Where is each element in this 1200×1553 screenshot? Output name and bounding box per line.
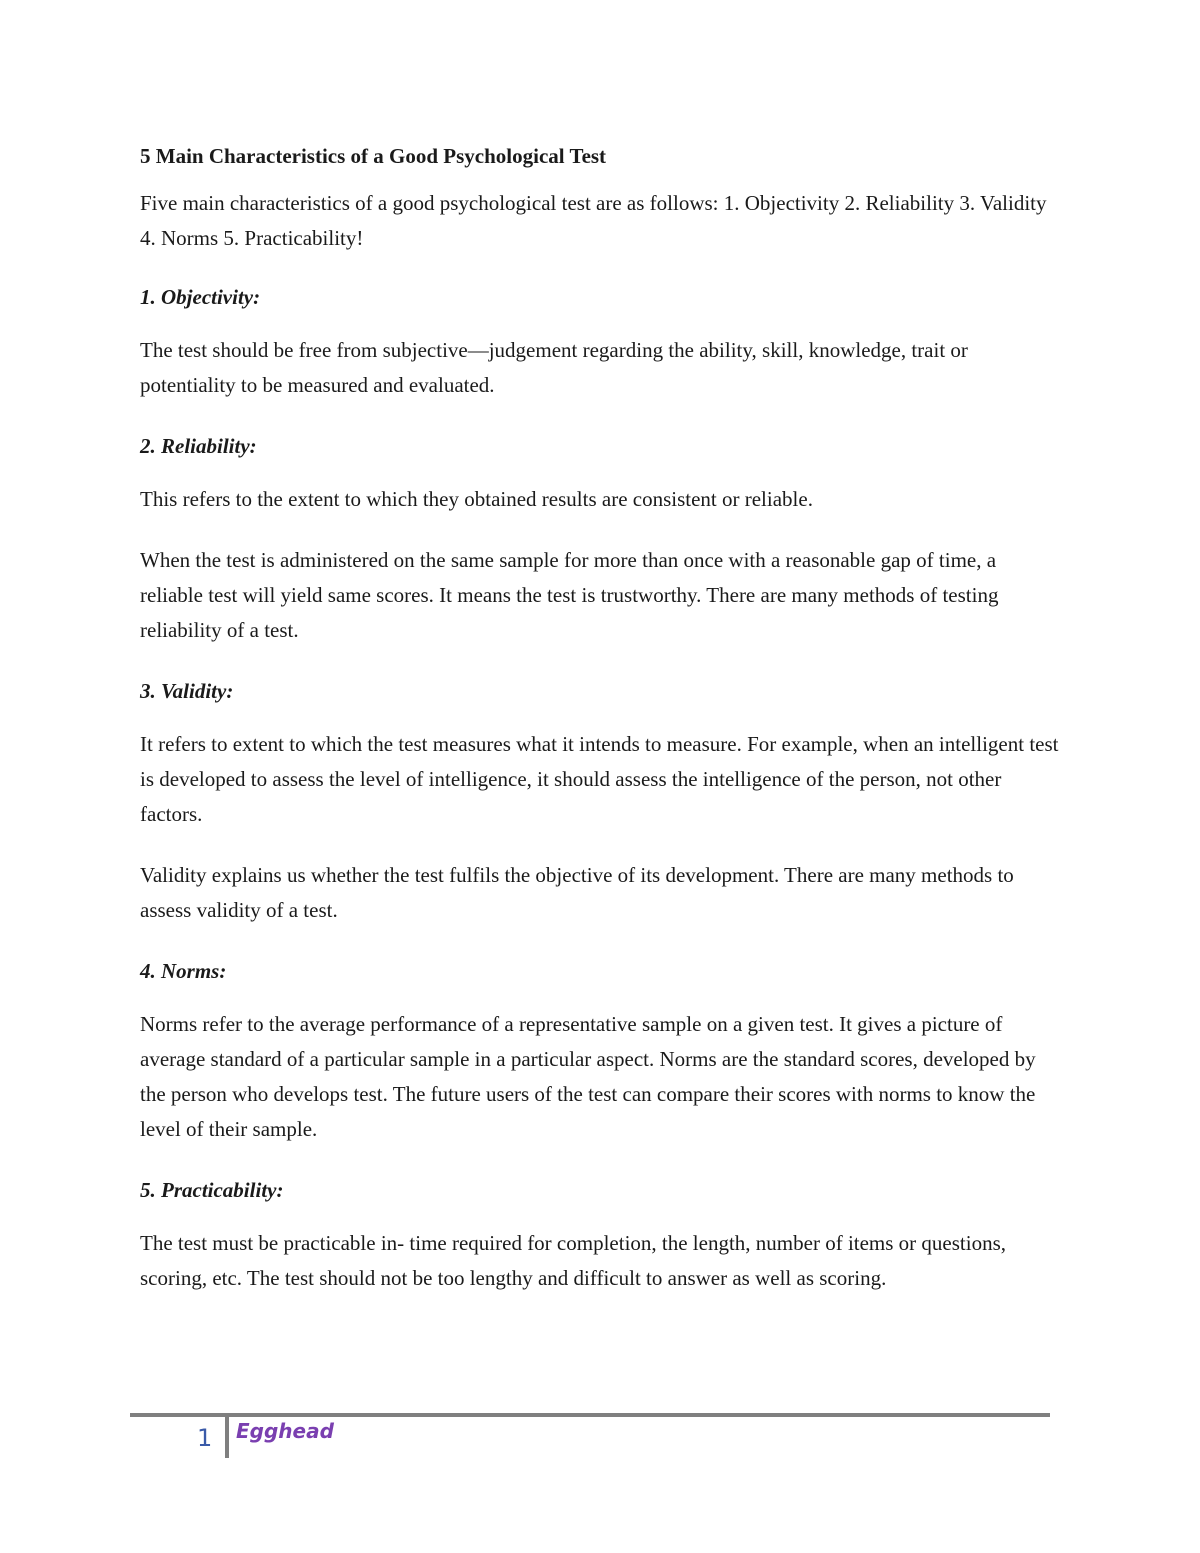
section-practicability [140, 1173, 1060, 1296]
section-heading: 4. Norms: [140, 959, 227, 983]
section-heading: 5. Practicability: [140, 1178, 284, 1202]
section-heading: 2. Reliability: [140, 434, 257, 458]
section-heading: 1. Objectivity: [140, 285, 261, 309]
section-reliability [140, 429, 1060, 648]
document-title: 5 Main Characteristics of a Good Psychological Test [140, 144, 607, 168]
footer-divider [225, 1417, 229, 1458]
section-paragraph: Norms refer to the average performance of a representative sample on a given test. It gives a picture of average standard of a particular sample in a particular aspect. Norms are the standard scores, developed by the person who develops test. The future users of the test can compare their scores with norms to know the level of their sample. [140, 1012, 1036, 1141]
footer-rule [130, 1413, 1050, 1417]
page-number: 1 [197, 1424, 213, 1452]
section-paragraph: It refers to extent to which the test measures what it intends to measure. For example, when an intelligent test is developed to assess the level of intelligence, it should assess the intelligence of the person, not other factors. [140, 732, 1059, 826]
section-paragraph: The test must be practicable in- time required for completion, the length, number of items or questions, scoring, etc. The test should not be too lengthy and difficult to answer as well as scoring. [140, 1231, 1007, 1290]
section-paragraph: Validity explains us whether the test fulfils the objective of its development. There are many methods to assess validity of a test. [140, 863, 1014, 922]
section-paragraph: This refers to the extent to which they obtained results are consistent or reliable. [140, 487, 813, 511]
intro-paragraph: Five main characteristics of a good psychological test are as follows: 1. Objectivity 2. Reliability 3. Validity 4. Norms 5. Practicability! [140, 191, 1047, 250]
section-objectivity [140, 280, 1060, 403]
section-heading: 3. Validity: [140, 679, 234, 703]
section-paragraph: When the test is administered on the same sample for more than once with a reasonable gap of time, a reliable test will yield same scores. It means the test is trustworthy. There are many methods of testing reliability of a test. [140, 548, 999, 642]
section-paragraph: The test should be free from subjective—judgement regarding the ability, skill, knowledge, trait or potentiality to be measured and evaluated. [140, 338, 968, 397]
document-body [140, 138, 1060, 1322]
footer-brand: Egghead [236, 1419, 334, 1443]
section-validity [140, 674, 1060, 928]
section-norms [140, 954, 1060, 1147]
